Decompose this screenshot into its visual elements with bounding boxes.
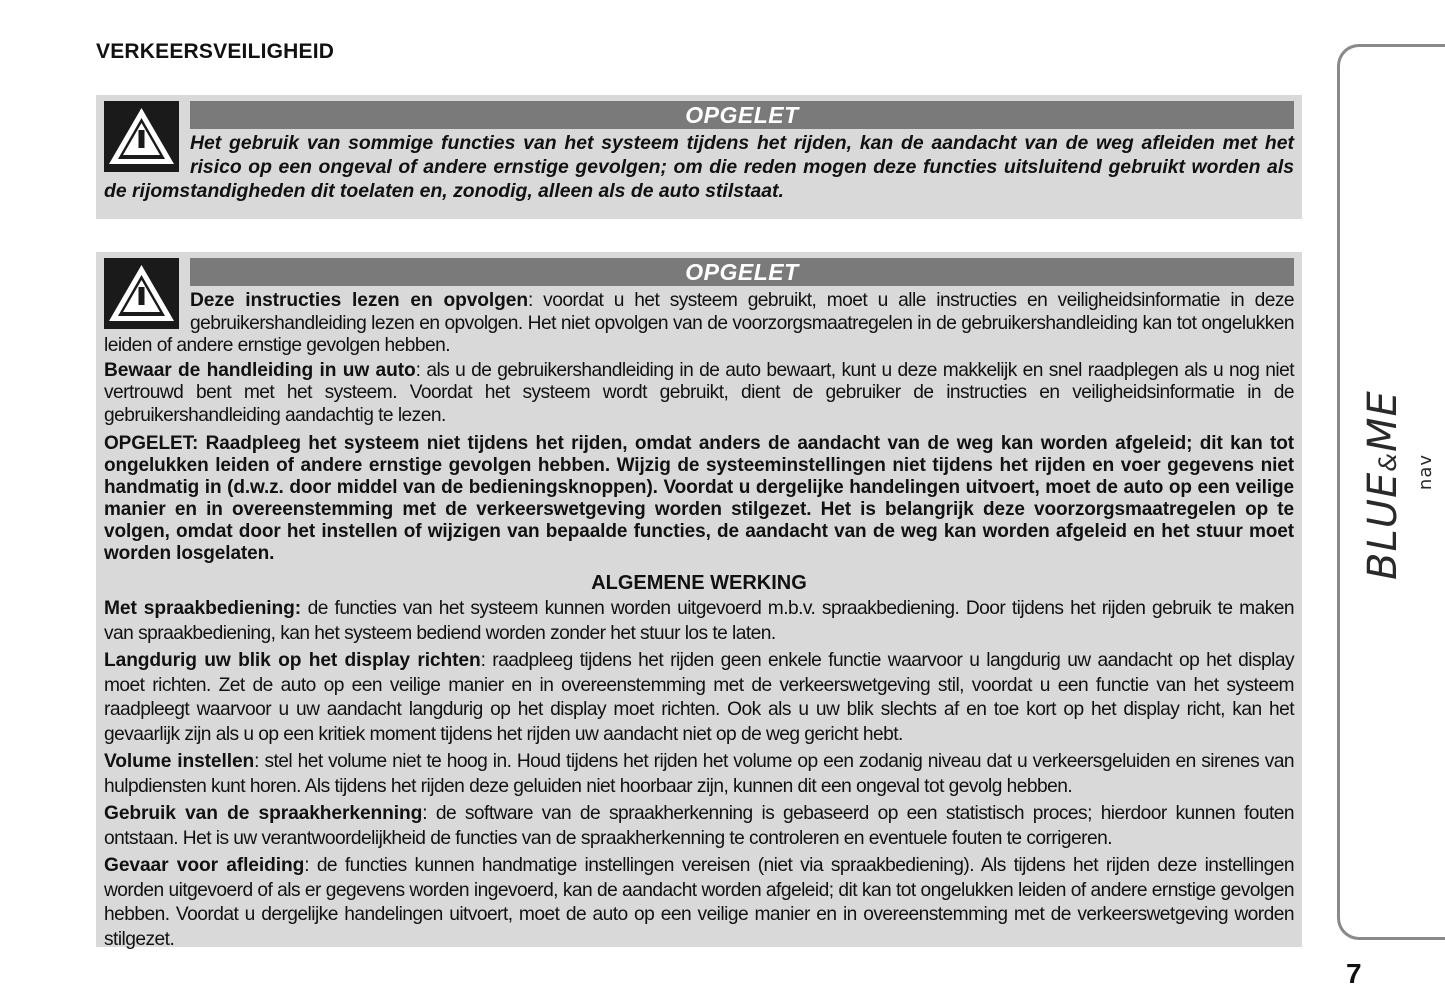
list-item: Gebruik van de spraakherkenning: de software van de spraakherkenning is gebaseerd op een statistisch proces; hierdoor kunnen fouten ontstaan. Het is uw verantwoordelijkheid de functies van de spraakherkenning te controleren en eventuele fouten te corrigeren. [104,803,1295,849]
list-item: Langdurig uw blik op het display richten: raadpleeg tijdens het rijden geen enkele functie waarvoor u langdurig uw aandacht op het display moet richten. Zet de auto op een veilige manier en in overeenstemming met de verkeerswetgeving stil, voordat u een functie van het systeem raadpleegt waarvoor u uw aandacht langdurig op het display moet richten. Ook als u uw blik slechts af en toe kort op het display richt, kan het gevaarlijk zijn als u op een kritiek moment tijdens het rijden uw aandacht niet op de weg gericht hebt. [104,650,1294,745]
paragraph: Bewaar de handleiding in uw auto: als u de gebruikershandleiding in de auto bewaart, kunt u deze makkelijk en snel raadplegen als u nog niet vertrouwd bent met het systeem. Voordat het systeem wordt gebruikt, dient de gebruiker de instructies en veiligheidsinformatie in de gebruikershandleiding aandachtig te lezen. [104,359,1294,426]
page-number: 7 [1346,958,1362,989]
warning-content [104,290,1294,955]
warning-box-1 [96,95,1302,219]
warning-heading: OPGELET [190,101,1294,129]
warning-paragraph: OPGELET: Raadpleeg het systeem niet tijdens het rijden, omdat anders de aandacht van de weg kan worden afgeleid; dit kan tot ongelukken leiden of andere ernstige gevolgen hebben. Wijzig de systeeminstellingen niet tijdens het rijden en voer gegevens niet handmatig in (d.w.z. door middel van de bedieningsknoppen). Voordat u dergelijke handelingen uitvoert, moet de auto op een veilige manier en in overeenstemming met de verkeerswetgeving worden stilgezet. Het is belangrijk deze voorzorgsmaatregelen op te volgen, omdat door het instellen of wijzigen van bepaalde functies, de aandacht van de weg kan worden afgeleid en het stuur moet worden losgelaten. [104,433,1294,564]
subheading: ALGEMENE WERKING [591,572,807,594]
section-title: VERKEERSVEILIGHEID [96,40,335,63]
blue-and-me-nav-logo: BLUE&ME nav [1360,390,1436,580]
list-item: Gevaar voor afleiding: de functies kunnen handmatige instellingen vereisen (niet via spraakbediening). Als tijdens het rijden deze instellingen worden uitgevoerd of als er gegevens worden ingevoerd, kan de aandacht worden afgeleid; dit kan tot ongelukken leiden of andere ernstige gevolgen hebben. Voordat u dergelijke handelingen uitvoert, moet de auto op een veilige manier en in overeenstemming met de verkeerswetgeving worden stilgezet. [104,855,1294,950]
list-item: Volume instellen: stel het volume niet te hoog in. Houd tijdens het rijden het volume op een zodanig niveau dat u verkeersgeluiden en sirenes van hulpdiensten kunt horen. Als tijdens het rijden deze geluiden niet hoorbaar zijn, kunnen dit een ongeval tot gevolg hebben. [104,751,1294,797]
warning-heading: OPGELET [190,258,1294,286]
list-item: Met spraakbediening: de functies van het systeem kunnen worden uitgevoerd m.b.v. spraakbediening. Door tijdens het rijden gebruik te maken van spraakbediening, kan het systeem bediend worden zonder het stuur los te laten. [104,598,1294,644]
warning-box-2 [96,252,1302,950]
paragraph: Deze instructies lezen en opvolgen: voordat u het systeem gebruikt, moet u alle instructies en veiligheidsinformatie in deze gebruikershandleiding lezen en opvolgen. Het niet opvolgen van de voorzorgsmaatregelen in de gebruikershandleiding kan tot ongelukken leiden of andere ernstige gevolgen hebben. [104,290,1294,356]
warning-text: Het gebruik van sommige functies van het systeem tijdens het rijden, kan de aandacht van de weg afleiden met het risico op een ongeval of andere ernstige gevolgen; om die reden mogen deze functies uitsluitend gebruikt worden als de rijomstandigheden dit toelaten en, zonodig, alleen als de auto stilstaat. [104,132,1294,202]
